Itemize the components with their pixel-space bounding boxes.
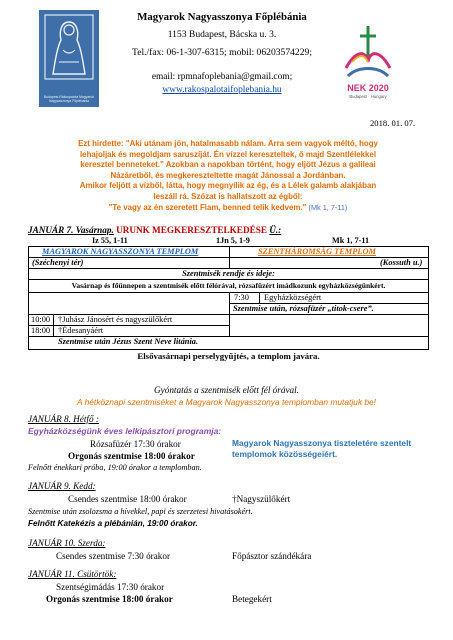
gospel-line: Ezt hirdette: "Aki utánam jön, hatalmasabb nálam. Arra sem vagyok méltó, hogy — [78, 139, 378, 148]
madonna-icon — [39, 10, 99, 107]
thursday-intention: Betegekért — [232, 594, 272, 604]
thursday-adoration: Szentségimádás 17:30 órakor — [56, 582, 165, 592]
church-left-street: (Széchenyi tér) — [32, 258, 84, 267]
gospel-reference: (Mk 1, 7-11) — [308, 202, 348, 212]
gospel-line: Názáretből, és megkereszteltette magát Jánossal a Jordánban. — [110, 170, 346, 180]
nek-2020-logo — [338, 20, 398, 92]
church-right-street: (Kossuth u.) — [380, 258, 423, 267]
reading-gospel: Mk 1, 7-11 — [332, 236, 370, 245]
gospel-line: lehajoljak és megoldjam saruszíját. Én vízzel kereszteltek, ő majd Szentlélekkel — [79, 149, 377, 159]
mass-time: 10:00 — [31, 315, 51, 324]
parish-email: email: rpmnafoplebania@gmail.com; — [151, 72, 293, 82]
tuesday-mass: Csendes szentmise 18:00 órakor — [68, 494, 187, 504]
church-right-name: SZENTHÁROMSÁG TEMPLOM — [258, 247, 376, 256]
church-left-name: MAGYAROK NAGYASSZONYA TEMPLOM — [42, 247, 199, 256]
monday-mass: Orgonás szentmise 18:00 órakor — [68, 451, 195, 461]
parish-title: Magyarok Nagyasszonya Főplébánia — [137, 11, 307, 23]
monday-choir: Felnőtt énekkari próba, 19:00 órakor a templomban. — [28, 463, 202, 472]
thursday-mass: Orgonás szentmise 18:00 órakor — [46, 594, 173, 604]
sunday-day: JANUÁR 7. Vasárnap. — [28, 225, 114, 235]
parish-address: 1153 Budapest, Bácska u. 3. — [167, 29, 277, 40]
trinity-mass-time: 7:30 — [234, 293, 249, 302]
monday-rosary: Rózsafüzér 17:30 órakor — [90, 439, 181, 449]
bulletin-date: 2018. 01. 07. — [370, 118, 416, 128]
parish-website-link[interactable]: www.rakospalotaifoplebania.hu — [162, 85, 282, 95]
sunday-letter: Ü.: — [269, 225, 282, 235]
nek-label: NEK 2020 — [347, 83, 389, 93]
mass-intention: †Juhász Jánosért és nagyszülőkért — [58, 315, 173, 324]
sunday-heading — [28, 225, 281, 235]
mass-schedule-table — [28, 246, 429, 399]
rosary-note: Vasárnap és főünnepen a szentmisék előtt félórával, rózsafüzért imádkozunk egyházközségünkért. — [71, 281, 386, 290]
tuesday-after: Szentmise után zsolozsma a hívekkel, papi és szerzetesi hivatásokért. — [28, 507, 253, 516]
thursday-heading: JANUÁR 11. Csütörtök: — [28, 569, 117, 579]
mass-order-title: Szentmisék rendje és ideje: — [182, 269, 275, 278]
trinity-after-mass: Szentmise után, rózsafüzér „titok-csere”. — [233, 304, 374, 313]
gospel-line: keresztel benneteket." Azokban a napokban történt, hogy eljött Jézus a galileai — [80, 160, 376, 170]
litany-note: Szentmise után Jézus Szent Neve litánia. — [58, 337, 199, 346]
mass-intention: †Édesanyáért — [58, 326, 104, 335]
nek-subtitle: Budapest · Hungary — [349, 94, 387, 99]
monday-program: Egyházközségünk éves lelkipásztori programja: — [28, 426, 222, 436]
monday-heading: JANUÁR 8. Hétfő : — [28, 414, 99, 424]
tuesday-intention: †Nagyszülőkért — [232, 494, 291, 504]
mass-time: 18:00 — [31, 326, 51, 335]
wednesday-heading: JANUÁR 10. Szerda: — [28, 538, 106, 548]
gospel-line: leszáll rá. Szózat is hallatszott az égből: — [153, 192, 303, 201]
wednesday-mass: Csendes szentmise 7:30 órakor — [56, 551, 171, 561]
gospel-final-line — [28, 203, 428, 214]
tuesday-catechesis: Felnőtt Katekézis a plébánián, 19:00 órakor. — [28, 519, 198, 528]
logo-caption: Budapest-Rákospalota Magyarok Nagyasszonya Főplébánia — [43, 95, 95, 103]
reading-second: 1Jn 5, 1-9 — [216, 236, 250, 245]
wednesday-intention: Főpásztor szándékára — [232, 551, 312, 561]
collection-note: Elsővasárnapi perselygyűjtés, a templom javára. — [137, 351, 320, 361]
weekday-location-note: A hétköznapi szentmiséket a Magyarok Nagyasszonya templomban mutatjuk be! — [76, 397, 376, 407]
confession-note: Gyóntatás a szentmisék előtt fél órával. — [154, 385, 299, 395]
parish-phone: Tel./fax: 06-1-307-6315; mobil: 06203574229; — [132, 47, 312, 58]
reading-first: Iz 55, 1-11 — [92, 236, 128, 245]
sunday-feast: URUNK MEGKERESZTELKEDÉSE — [116, 225, 267, 235]
monday-side-note: Magyarok Nagyasszonya tiszteletére szentelt templomok közösségeiért. — [232, 438, 412, 459]
tuesday-heading: JANUÁR 9. Kedd: — [28, 481, 96, 491]
gospel-voice: "Te vagy az én szeretett Fiam, benned telik kedvem." — [108, 202, 307, 212]
gospel-line: Amikor feljött a vízből, látta, hogy megnyílik az ég, és a Lélek galamb alakjában — [79, 181, 377, 191]
parish-logo — [39, 10, 99, 107]
trinity-mass-intention: Egyházközségért — [264, 293, 322, 302]
